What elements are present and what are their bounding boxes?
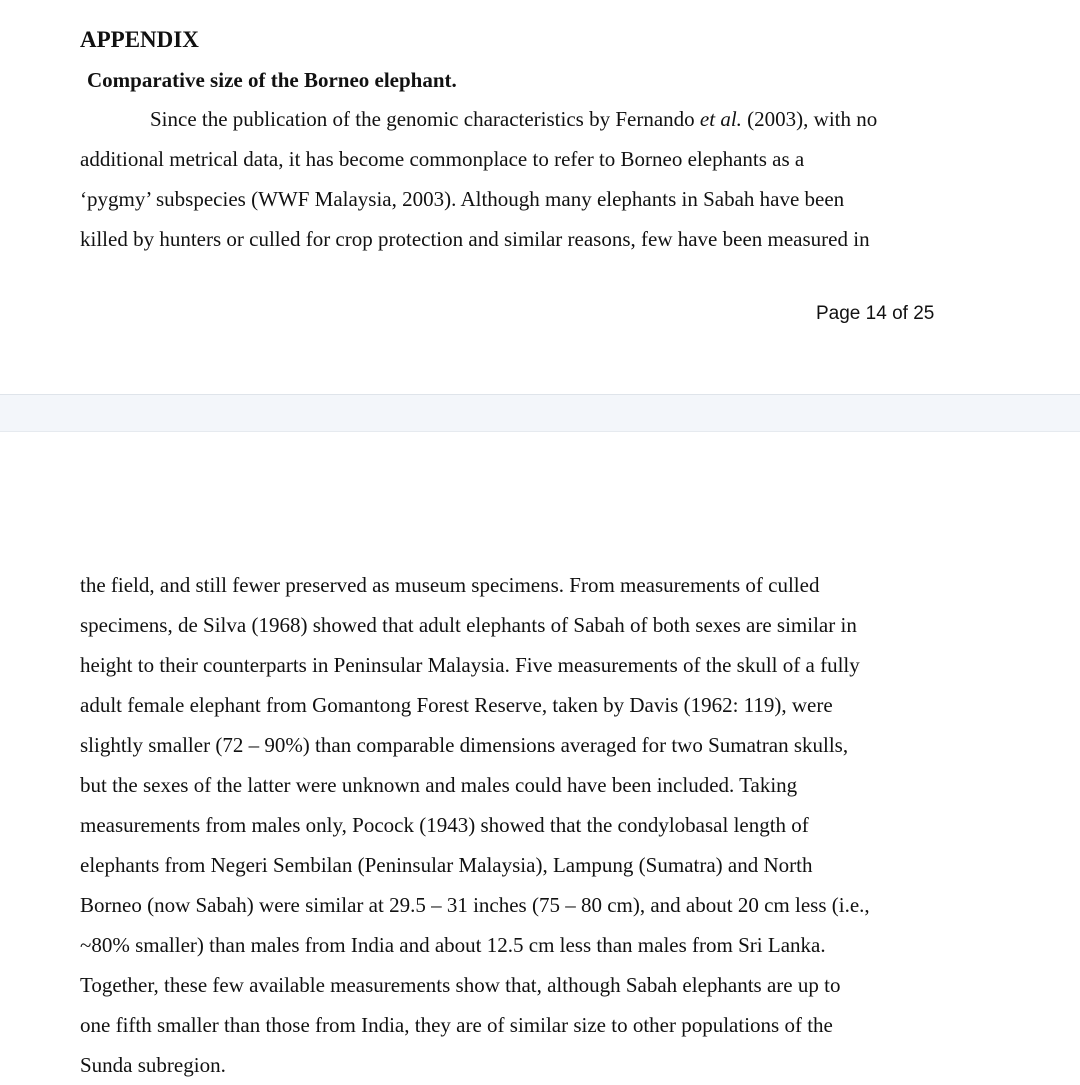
paragraph-2-line: but the sexes of the latter were unknown and males could have been included. Taking — [80, 773, 798, 797]
paragraph-2 — [80, 565, 980, 1085]
text-run: (2003), with no — [741, 107, 878, 131]
paragraph-1 — [80, 99, 980, 259]
paragraph-2-line: Sunda subregion. — [80, 1053, 226, 1077]
paragraph-2-line: height to their counterparts in Peninsular Malaysia. Five measurements of the skull of a fully — [80, 653, 860, 677]
italic-citation: et al. — [699, 107, 742, 131]
paragraph-2-line: specimens, de Silva (1968) showed that adult elephants of Sabah of both sexes are similar in — [80, 613, 857, 637]
paragraph-2-line: slightly smaller (72 – 90%) than comparable dimensions averaged for two Sumatran skulls, — [80, 733, 849, 757]
paragraph-2-line: adult female elephant from Gomantong Forest Reserve, taken by Davis (1962: 119), were — [80, 693, 833, 717]
paragraph-2-line: one fifth smaller than those from India, they are of similar size to other populations of the — [80, 1013, 833, 1037]
paragraph-2-line: the field, and still fewer preserved as museum specimens. From measurements of culled — [80, 573, 820, 597]
paragraph-1-line-2: additional metrical data, it has become commonplace to refer to Borneo elephants as a — [80, 147, 805, 171]
paragraph-2-line: elephants from Negeri Sembilan (Peninsular Malaysia), Lampung (Sumatra) and North — [80, 853, 813, 877]
paragraph-2-line: Borneo (now Sabah) were similar at 29.5 – 31 inches (75 – 80 cm), and about 20 cm less (i.e., — [80, 893, 870, 917]
appendix-heading: APPENDIX — [80, 27, 199, 52]
paragraph-2-line: ~80% smaller) than males from India and about 12.5 cm less than males from Sri Lanka. — [80, 933, 826, 957]
text-run: Since the publication of the genomic characteristics by Fernando — [150, 107, 700, 131]
section-subheading: Comparative size of the Borneo elephant. — [87, 68, 457, 92]
paragraph-1-line-1 — [80, 99, 980, 139]
paragraph-1-line-4: killed by hunters or culled for crop protection and similar reasons, few have been measured in — [80, 227, 870, 251]
page-separator — [0, 394, 1080, 432]
page-number: Page 14 of 25 — [816, 303, 935, 324]
paragraph-2-line: measurements from males only, Pocock (1943) showed that the condylobasal length of — [80, 813, 809, 837]
paragraph-2-line: Together, these few available measurements show that, although Sabah elephants are up to — [80, 973, 841, 997]
paragraph-1-line-3: ‘pygmy’ subspecies (WWF Malaysia, 2003). Although many elephants in Sabah have been — [80, 187, 845, 211]
